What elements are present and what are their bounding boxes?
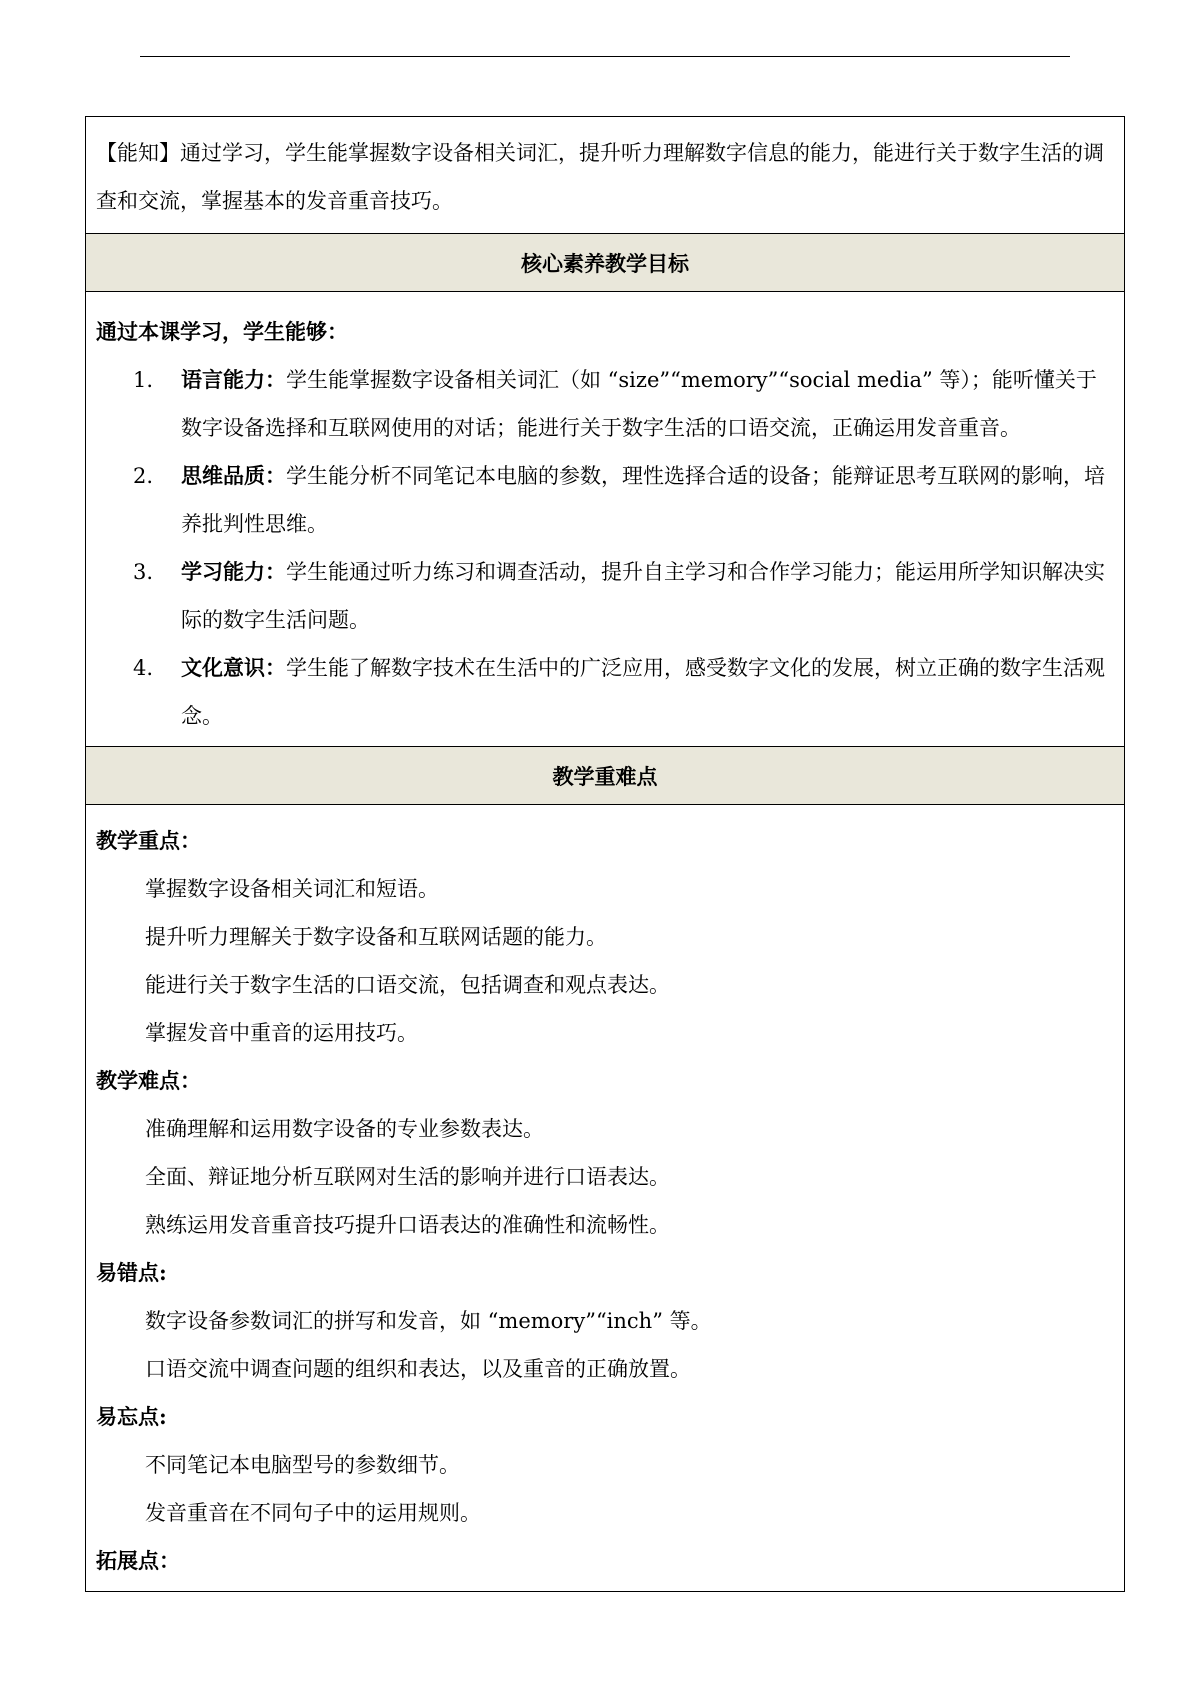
error-prone-item: 数字设备参数词汇的拼写和发音，如 “memory”“inch” 等。 <box>145 1309 712 1333</box>
objective-text: 学生能掌握数字设备相关词汇（如 “size”“memory”“social media” 等）；能听懂关于数字设备选择和互联网使用的对话；能进行关于数字生活的口语交流，正确运用发音重音。 <box>181 368 1097 440</box>
ability-intro-cell <box>86 117 1124 234</box>
objective-item <box>96 644 1114 740</box>
easy-forget-title: 易忘点: <box>96 1404 167 1429</box>
core-objectives-cell <box>86 292 1124 747</box>
difficult-item: 准确理解和运用数字设备的专业参数表达。 <box>145 1117 544 1141</box>
objective-text: 学生能通过听力练习和调查活动，提升自主学习和合作学习能力；能运用所学知识解决实际的数字生活问题。 <box>181 560 1105 632</box>
lesson-plan-table <box>85 116 1125 1592</box>
core-objectives-header <box>86 234 1124 292</box>
objective-number: 1. <box>133 368 154 392</box>
focus-item: 掌握发音中重音的运用技巧。 <box>145 1021 418 1045</box>
objective-label: 思维品质： <box>181 463 286 488</box>
objective-label: 文化意识： <box>181 655 286 680</box>
objective-label: 学习能力： <box>181 559 286 584</box>
difficult-title: 教学难点： <box>96 1068 201 1093</box>
objective-number: 4. <box>133 656 154 680</box>
focus-item: 能进行关于数字生活的口语交流，包括调查和观点表达。 <box>145 973 670 997</box>
focus-item: 提升听力理解关于数字设备和互联网话题的能力。 <box>145 925 607 949</box>
focus-item: 掌握数字设备相关词汇和短语。 <box>145 877 439 901</box>
error-prone-item: 口语交流中调查问题的组织和表达，以及重音的正确放置。 <box>145 1357 691 1381</box>
objective-text: 学生能了解数字技术在生活中的广泛应用，感受数字文化的发展，树立正确的数字生活观念。 <box>181 656 1105 728</box>
key-points-header <box>86 747 1124 805</box>
objective-number: 2. <box>133 464 154 488</box>
difficult-item: 全面、辩证地分析互联网对生活的影响并进行口语表达。 <box>145 1165 670 1189</box>
difficult-item: 熟练运用发音重音技巧提升口语表达的准确性和流畅性。 <box>145 1213 670 1237</box>
objective-label: 语言能力： <box>181 367 286 392</box>
objective-item <box>96 548 1114 644</box>
core-objectives-title: 核心素养教学目标 <box>521 250 689 276</box>
key-points-title: 教学重难点 <box>552 763 658 789</box>
focus-title: 教学重点： <box>96 828 201 853</box>
ability-text: 通过学习，学生能掌握数字设备相关词汇，提升听力理解数字信息的能力，能进行关于数字生活的调查和交流，掌握基本的发音重音技巧。 <box>96 141 1104 213</box>
easy-forget-item: 发音重音在不同句子中的运用规则。 <box>145 1501 481 1525</box>
header-rule <box>140 56 1070 57</box>
objective-item <box>96 452 1114 548</box>
key-points-cell <box>86 805 1124 1591</box>
objective-number: 3. <box>133 560 154 584</box>
error-prone-title: 易错点: <box>96 1260 167 1285</box>
objective-text: 学生能分析不同笔记本电脑的参数，理性选择合适的设备；能辩证思考互联网的影响，培养批判性思维。 <box>181 464 1105 536</box>
ability-tag: 【能知】 <box>96 141 180 165</box>
objectives-lead: 通过本课学习，学生能够： <box>96 319 348 344</box>
objective-item <box>96 356 1114 452</box>
extension-title: 拓展点： <box>96 1548 180 1573</box>
easy-forget-item: 不同笔记本电脑型号的参数细节。 <box>145 1453 460 1477</box>
